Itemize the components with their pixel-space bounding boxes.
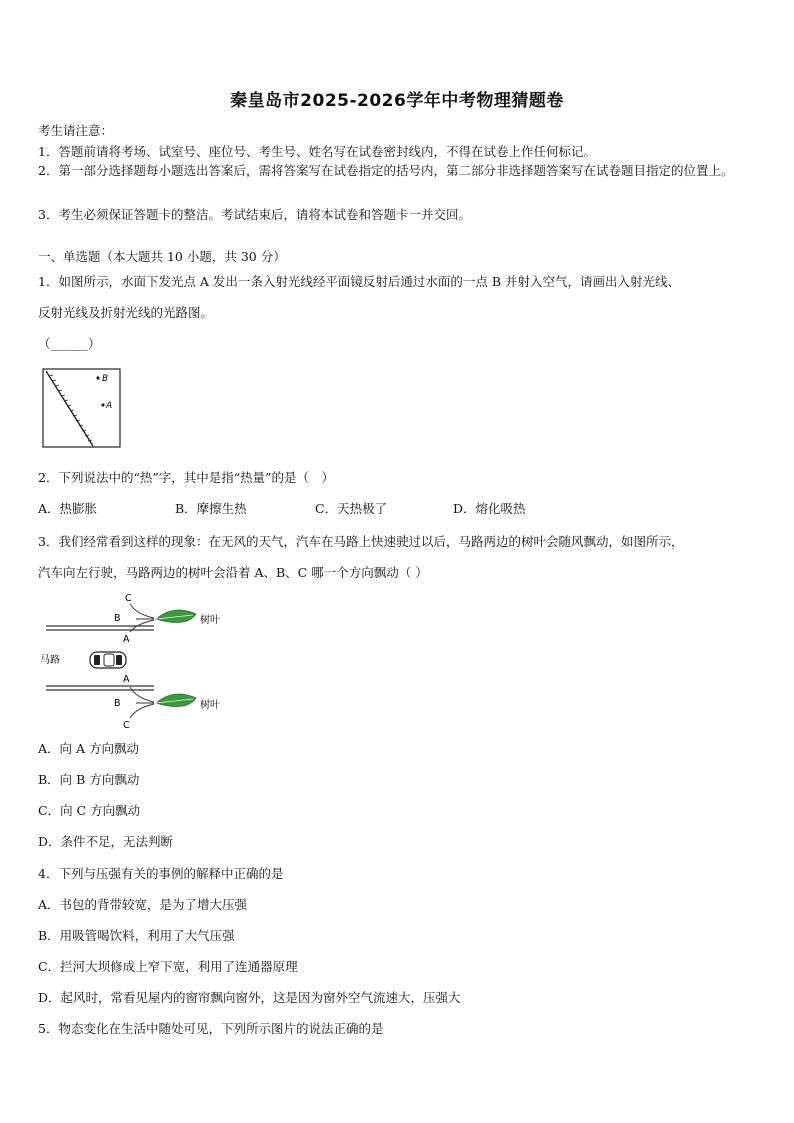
car-icon: [90, 652, 126, 668]
q1-stem-line2: 反射光线及折射光线的光路图。: [38, 305, 214, 320]
point-b-label: B: [102, 374, 109, 384]
label-a-top: A: [123, 634, 130, 645]
notice-item-2: 2．第一部分选择题每小题选出答案后，需将答案写在试卷指定的括号内，第二部分非选择题答案写在试卷题目指定的位置上。: [38, 163, 734, 178]
q3-road-figure: [36, 590, 236, 732]
leaf-bottom-icon: [156, 694, 196, 707]
notice-heading: 考生请注意：: [38, 123, 114, 138]
point-b: [96, 376, 99, 379]
road-label: 马路: [40, 655, 60, 666]
label-c-top: C: [125, 593, 132, 604]
q3-stem-line2: 汽车向左行驶，马路两边的树叶会沿着 A、B、C 哪一个方向飘动（ ）: [38, 565, 428, 580]
plane-mirror: [46, 371, 93, 446]
q3-option-c: C．向 C 方向飘动: [38, 803, 141, 818]
arrow-c-top: [130, 604, 154, 618]
q1-answer-blank: （______）: [38, 336, 101, 351]
q2-option-b: B．摩擦生热: [175, 501, 247, 516]
q3-option-d: D．条件不足，无法判断: [38, 834, 174, 849]
q2-option-c: C．天热极了: [315, 501, 388, 516]
q4-option-d: D．起风时，常看见屋内的窗帘飘向窗外，这是因为窗外空气流速大，压强大: [38, 990, 461, 1005]
label-a-bottom: A: [123, 674, 130, 685]
point-a: [101, 403, 104, 406]
page-title: 秦皇岛市2025-2026学年中考物理猜题卷: [230, 91, 564, 111]
q2-options: [38, 499, 526, 517]
q1-mirror-figure: [38, 366, 128, 450]
q5-stem: 5．物态变化在生活中随处可见，下列所示图片的说法正确的是: [38, 1021, 384, 1036]
q4-option-c: C．拦河大坝修成上窄下宽，利用了连通器原理: [38, 959, 298, 974]
q1-stem-line1: 1．如图所示，水面下发光点 A 发出一条入射光线经平面镜反射后通过水面的一点 B 并射入空气，请画出入射光线、: [38, 274, 681, 289]
leaf-top-label: 树叶: [200, 615, 220, 626]
arrow-c-bottom: [130, 704, 154, 718]
section-heading: 一、单选题（本大题共 10 小题，共 30 分）: [38, 249, 286, 264]
q2-stem: 2．下列说法中的“热”字，其中是指“热量”的是（ ）: [38, 470, 335, 485]
notice-item-1: 1．答题前请将考场、试室号、座位号、考生号、姓名写在试卷密封线内，不得在试卷上作任何标记。: [38, 144, 596, 159]
q3-option-a: A．向 A 方向飘动: [38, 741, 140, 756]
label-b-top: B: [114, 613, 121, 624]
q2-option-a: A．热膨胀: [38, 501, 98, 516]
point-a-label: A: [106, 401, 113, 411]
leaf-top-icon: [156, 610, 196, 623]
q4-option-a: A．书包的背带较宽，是为了增大压强: [38, 897, 248, 912]
label-c-bottom: C: [123, 720, 130, 731]
q4-option-b: B．用吸管喝饮料，利用了大气压强: [38, 928, 235, 943]
q3-option-b: B．向 B 方向飘动: [38, 772, 140, 787]
q4-stem: 4．下列与压强有关的事例的解释中正确的是: [38, 866, 284, 881]
label-b-bottom: B: [114, 698, 121, 709]
q3-stem-line1: 3．我们经常看到这样的现象：在无风的天气，汽车在马路上快速驶过以后，马路两边的树叶会随风飘动，如图所示，: [38, 534, 684, 549]
arrow-a-bottom: [130, 687, 154, 702]
notice-item-3: 3．考生必须保证答题卡的整洁。考试结束后，请将本试卷和答题卡一并交回。: [38, 207, 471, 222]
q2-option-d: D．熔化吸热: [453, 501, 526, 516]
leaf-bottom-label: 树叶: [200, 700, 220, 711]
